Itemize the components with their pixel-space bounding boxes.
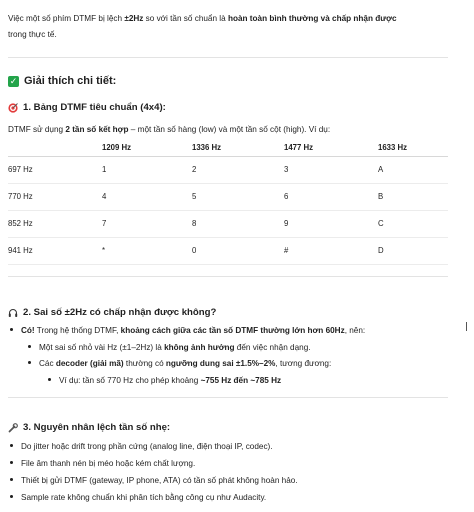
wrench-icon <box>8 423 18 433</box>
bullet-dot <box>10 444 13 447</box>
table-cell: 770 Hz <box>8 184 102 211</box>
table-row <box>8 238 448 265</box>
bullet-dot <box>28 361 31 364</box>
table-cell: # <box>284 238 378 265</box>
section-heading-2 <box>8 306 216 320</box>
section-heading-3 <box>8 421 170 435</box>
table-row <box>8 157 448 184</box>
section-heading-main <box>8 74 116 90</box>
section1-description <box>8 124 330 136</box>
divider <box>8 57 448 58</box>
bold-text: decoder (giải mã) <box>55 359 124 368</box>
table-cell: 4 <box>102 184 192 211</box>
intro-text: so với tần số chuẩn là <box>143 14 228 23</box>
text: Sample rate không chuẩn khi phân tích bằng công cụ như Audacity. <box>21 493 267 502</box>
text: Trong hệ thống DTMF, <box>34 326 121 335</box>
bold-text: khoảng cách giữa các tần số DTMF thường lớn hơn 60Hz <box>120 326 345 335</box>
text: Thiết bị gửi DTMF (gateway, IP phone, ATA) có tần số phát không hoàn hảo. <box>21 476 298 485</box>
table-header-cell: 1477 Hz <box>284 139 378 157</box>
table-header-cell: 1209 Hz <box>102 139 192 157</box>
table-header-cell: 1336 Hz <box>192 139 284 157</box>
text: Các <box>39 359 56 368</box>
bullet-dot <box>48 378 51 381</box>
list-item <box>28 358 331 370</box>
section-title: 1. Bảng DTMF tiêu chuẩn (4x4): <box>23 102 166 113</box>
list-item <box>10 458 195 470</box>
table-cell: B <box>378 184 448 211</box>
divider <box>8 276 448 277</box>
table-cell: 7 <box>102 211 192 238</box>
bold-text: 2 tần số kết hợp <box>65 125 129 134</box>
text: Ví dụ: tần số 770 Hz cho phép khoảng <box>59 376 201 385</box>
table-cell: 941 Hz <box>8 238 102 265</box>
bullet-dot <box>10 478 13 481</box>
table-header-cell: 1633 Hz <box>378 139 448 157</box>
headphones-icon <box>8 308 18 318</box>
text-cursor <box>466 322 467 331</box>
list-item <box>28 342 311 354</box>
table-cell: C <box>378 211 448 238</box>
table-cell: * <box>102 238 192 265</box>
table-header-cell <box>8 139 102 157</box>
table-cell: 0 <box>192 238 284 265</box>
intro-text: Việc một số phím DTMF bị lệch <box>8 14 125 23</box>
check-box-icon: ✓ <box>9 76 18 87</box>
list-item <box>48 375 281 387</box>
text: thường có <box>123 359 166 368</box>
text: DTMF sử dụng <box>8 125 66 134</box>
intro-paragraph <box>8 11 448 43</box>
list-item <box>10 325 365 337</box>
text: – một tần số hàng (low) và một tần số cột (high). Ví dụ: <box>128 125 331 134</box>
list-item <box>10 492 266 504</box>
bold-text: không ảnh hưởng <box>164 343 235 352</box>
target-icon <box>8 103 18 113</box>
table-cell: 5 <box>192 184 284 211</box>
divider <box>8 397 448 398</box>
table-cell: A <box>378 157 448 184</box>
bullet-dot <box>10 328 13 331</box>
intro-text: trong thực tế. <box>8 30 57 39</box>
table-cell: 697 Hz <box>8 157 102 184</box>
list-item <box>10 475 298 487</box>
table-row <box>8 184 448 211</box>
section-title: 2. Sai số ±2Hz có chấp nhận được không? <box>23 307 217 318</box>
table-cell: 2 <box>192 157 284 184</box>
intro-bold: ±2Hz <box>124 14 144 23</box>
table-header-row <box>8 139 448 157</box>
table-cell: 1 <box>102 157 192 184</box>
bullet-dot <box>10 461 13 464</box>
table-cell: 9 <box>284 211 378 238</box>
text: , nên: <box>344 326 366 335</box>
table-cell: 3 <box>284 157 378 184</box>
bullet-dot <box>28 345 31 348</box>
table-row <box>8 211 448 238</box>
bold-text: ngưỡng dung sai ±1.5%–2% <box>165 359 276 368</box>
section-title: Giải thích chi tiết: <box>24 75 117 87</box>
table-cell: 8 <box>192 211 284 238</box>
section-heading-1 <box>8 101 166 115</box>
list-item <box>10 441 273 453</box>
text: Một sai số nhỏ vài Hz (±1–2Hz) là <box>39 343 165 352</box>
bold-text: Có! <box>21 326 35 335</box>
table-cell: 852 Hz <box>8 211 102 238</box>
section-title: 3. Nguyên nhân lệch tần số nhẹ: <box>23 422 171 433</box>
text: File âm thanh nén bị méo hoặc kém chất lượng. <box>21 459 196 468</box>
table-cell: D <box>378 238 448 265</box>
bold-text: ~755 Hz đến ~785 Hz <box>200 376 282 385</box>
text: , tương đương: <box>275 359 332 368</box>
text: đến việc nhận dạng. <box>234 343 311 352</box>
table-cell: 6 <box>284 184 378 211</box>
text: Do jitter hoặc drift trong phần cứng (analog line, điện thoại IP, codec). <box>21 442 273 451</box>
dtmf-table <box>8 139 448 265</box>
intro-bold: hoàn toàn bình thường và chấp nhận được <box>227 14 397 23</box>
bullet-dot <box>10 495 13 498</box>
